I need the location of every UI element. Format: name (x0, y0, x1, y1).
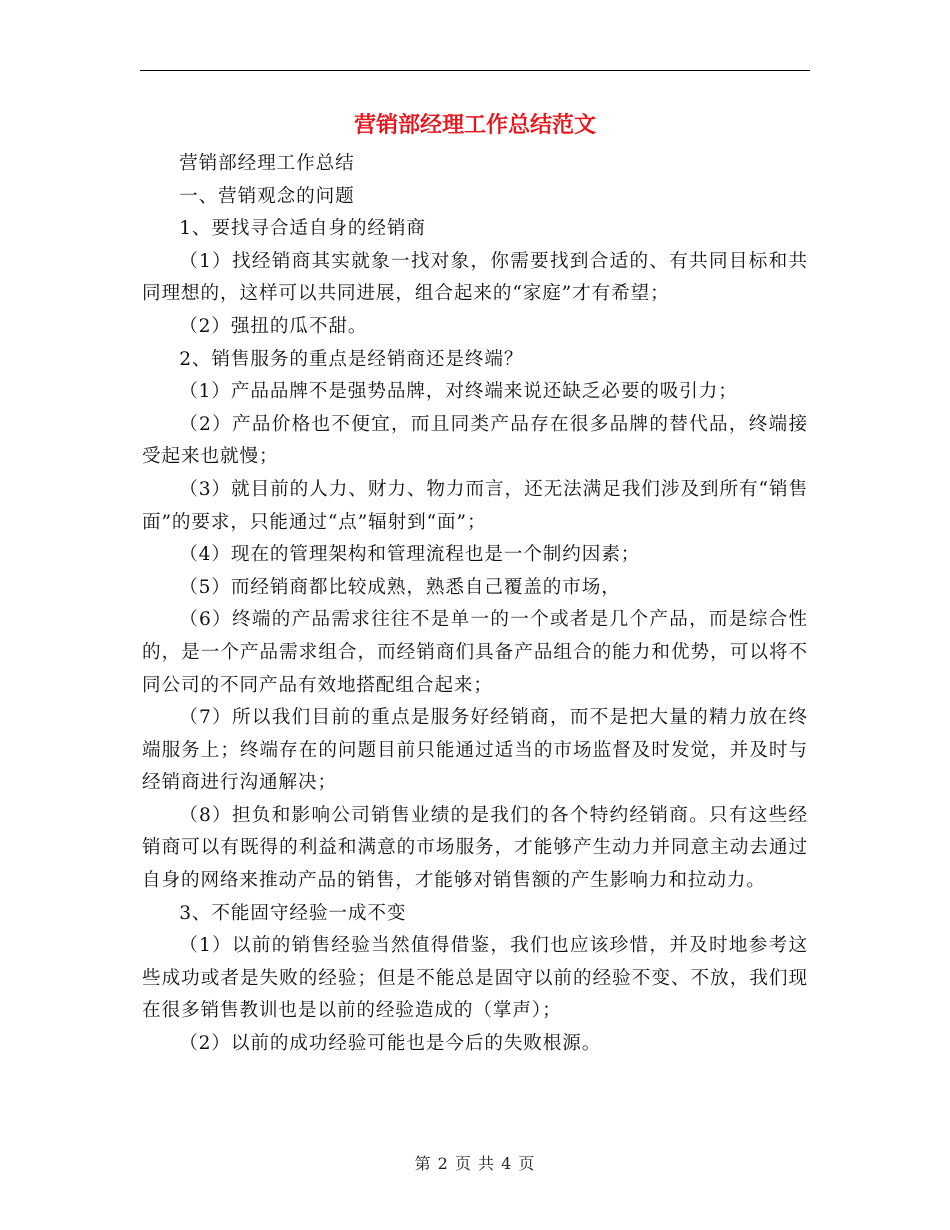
document-title: 营销部经理工作总结范文 (353, 113, 596, 138)
paragraph: （8）担负和影响公司销售业绩的是我们的各个特约经销商。只有这些经销商可以有既得的利益和满意的市场服务，才能够产生动力并同意主动去通过自身的网络来推动产品的销售，才能够对销售额的产生影响力和拉动力。 (142, 804, 808, 892)
subsection-heading: 1、要找寻合适自身的经销商 (179, 218, 426, 240)
paragraph: （1）以前的销售经验当然值得借鉴，我们也应该珍惜，并及时地参考这些成功或者是失败的经验；但是不能总是固守以前的经验不变、不放，我们现在很多销售教训也是以前的经验造成的（掌声）； (142, 935, 808, 1022)
subsection-heading: 3、不能固守经验一成不变 (179, 902, 407, 924)
paragraph: （2）以前的成功经验可能也是今后的失败根源。 (179, 1033, 602, 1055)
page-number-footer: 第 2 页 共 4 页 (414, 1154, 536, 1173)
paragraph: （7）所以我们目前的重点是服务好经销商，而不是把大量的精力放在终端服务上；终端存在的问题目前只能通过适当的市场监督及时发觉，并及时与经销商进行沟通解决； (142, 707, 808, 794)
paragraph: （2）强扭的瓜不甜。 (179, 315, 368, 337)
paragraph: （2）产品价格也不便宜，而且同类产品存在很多品牌的替代品，终端接受起来也就慢； (142, 413, 808, 468)
subsection-heading: 2、销售服务的重点是经销商还是终端？ (179, 348, 524, 370)
paragraph: （3）就目前的人力、财力、物力而言，还无法满足我们涉及到所有“销售面”的要求，只能通过“点”辐射到“面”； (142, 478, 808, 533)
paragraph: （1）产品品牌不是强势品牌，对终端来说还缺乏必要的吸引力； (179, 381, 738, 403)
document-body (142, 148, 808, 1061)
paragraph: （5）而经销商都比较成熟，熟悉自己覆盖的市场， (179, 576, 621, 598)
paragraph: （6）终端的产品需求往往不是单一的一个或者是几个产品，而是综合性的，是一个产品需求组合，而经销商们具备产品组合的能力和优势，可以将不同公司的不同产品有效地搭配组合起来； (142, 609, 808, 696)
section-heading: 一、营销观念的问题 (179, 185, 355, 207)
paragraph: （4）现在的管理架构和管理流程也是一个制约因素； (179, 544, 641, 566)
header-rule (140, 70, 810, 71)
paragraph: 营销部经理工作总结 (179, 153, 355, 174)
paragraph: （1）找经销商其实就象一找对象，你需要找到合适的、有共同目标和共同理想的，这样可以共同进展，组合起来的“家庭”才有希望； (142, 250, 808, 305)
